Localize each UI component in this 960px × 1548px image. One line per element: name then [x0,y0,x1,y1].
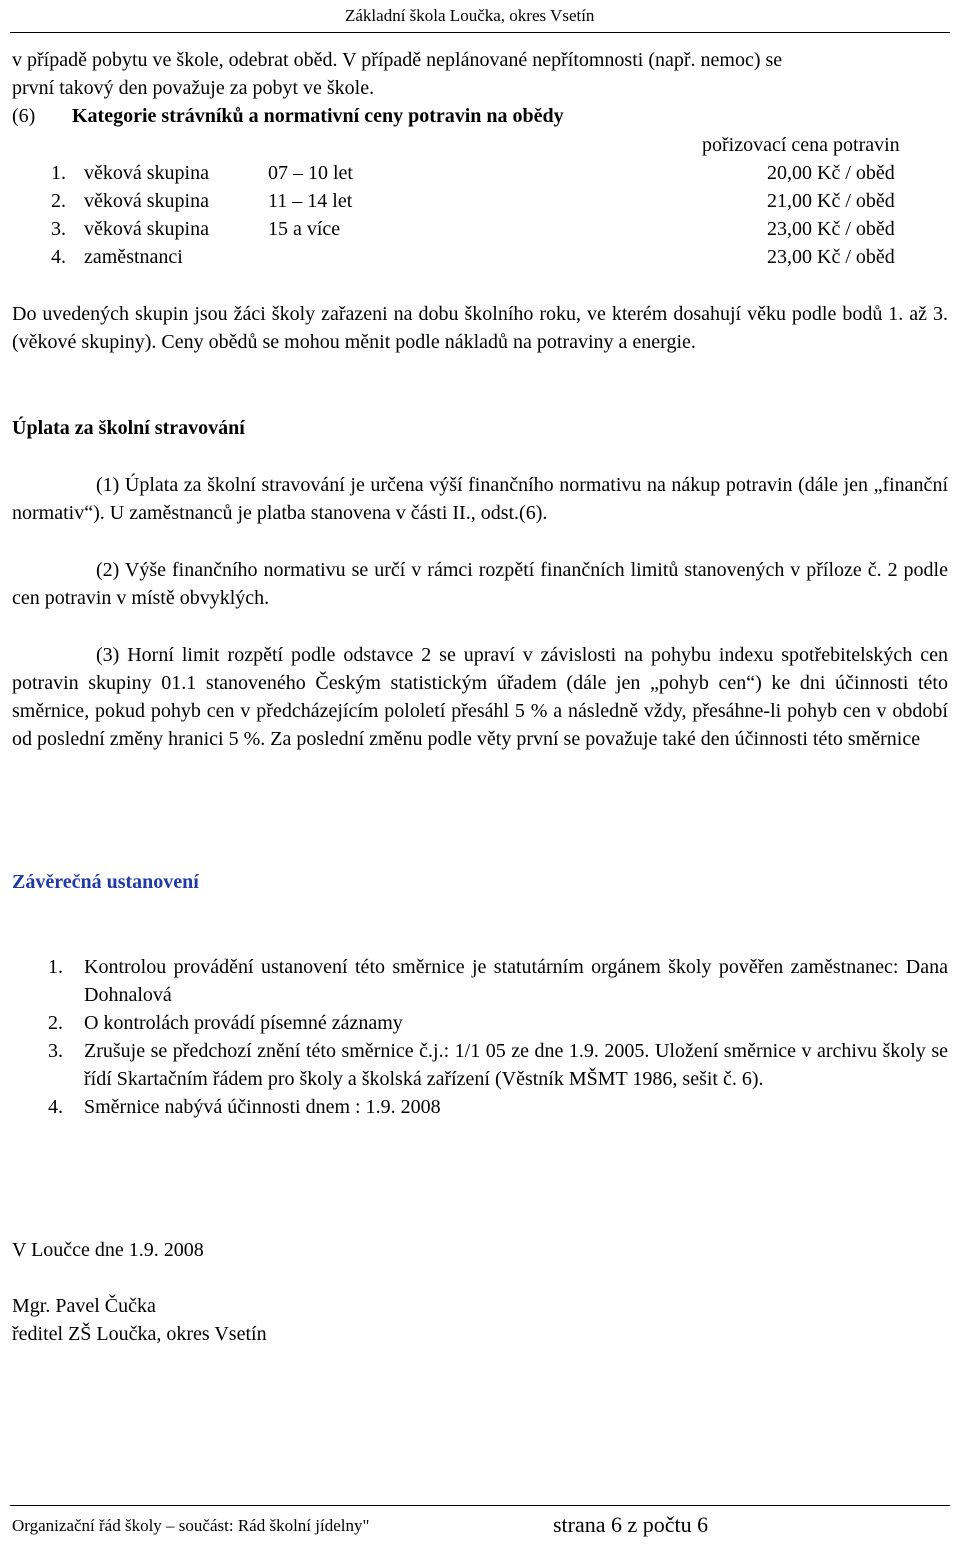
place-date: V Loučce dne 1.9. 2008 [12,1239,204,1261]
final-provisions-list [48,953,948,1121]
final-provisions-title: Závěrečná ustanovení [12,871,199,893]
footer-page-number: strana 6 z počtu 6 [553,1512,709,1537]
signatory-role: ředitel ZŠ Loučka, okres Vsetín [12,1323,267,1345]
table-row-group: zaměstnanci [84,246,183,268]
age-group-note: Do uvedených skupin jsou žáci školy zařazeni na dobu školního roku, ve kterém dosahují věku podle bodů 1. až 3. (věkové skupiny). Ceny obědů se mohou měnit podle nákladů na potraviny a energie. [12,303,948,353]
table-row-group: věková skupina [84,190,209,212]
list-item-number: 1. [48,956,63,978]
price-column-header: pořizovací cena potravin [702,134,900,156]
footer-document-name: Organizační řád školy – součást: Rád školní jídelny" [12,1516,370,1535]
table-row-price: 23,00 Kč / oběd [767,246,895,268]
header-rule [10,32,950,33]
table-row-price: 21,00 Kč / oběd [767,190,895,212]
list-item-text: O kontrolách provádí písemné záznamy [84,1012,403,1034]
table-row-num: 1. [51,162,66,184]
table-row-num: 4. [51,246,66,268]
table-row-price: 23,00 Kč / oběd [767,218,895,240]
table-row-age: 11 – 14 let [268,190,353,212]
page-header: Základní škola Loučka, okres Vsetín [345,6,595,25]
table-row-group: věková skupina [84,218,209,240]
list-item-text: Zrušuje se předchozí znění této směrnice č.j.: 1/1 05 ze dne 1.9. 2005. Uložení směrnice v archivu školy se řídí Skartačním řádem pro školy a školská zařízení (Věstník MŠMT 1986, sešit č. 6). [84,1040,948,1090]
table-row-group: věková skupina [84,162,209,184]
table-row-age: 15 a více [268,218,341,240]
payment-paragraph-2: (2) Výše finančního normativu se určí v rámci rozpětí finančních limitů stanovených v příloze č. 2 podle cen potravin v místě obvyklých. [12,559,948,609]
section-title: Kategorie strávníků a normativní ceny potravin na obědy [72,105,564,127]
table-row-num: 2. [51,190,66,212]
list-item-number: 3. [48,1040,63,1062]
table-row-num: 3. [51,218,66,240]
list-item-number: 4. [48,1096,63,1118]
payment-title: Úplata za školní stravování [12,417,245,439]
list-item [48,1093,948,1121]
list-item-number: 2. [48,1012,63,1034]
section-number: (6) [12,105,36,127]
intro-line-2: první takový den považuje za pobyt ve škole. [12,77,375,99]
list-item [48,1037,948,1093]
list-item [48,953,948,1009]
payment-paragraph-3: (3) Horní limit rozpětí podle odstavce 2 se upraví v závislosti na pohybu indexu spotřebitelských cen potravin skupiny 01.1 stanoveného Českým statistickým úřadem (dále jen „pohyb cen“) ke dni účinnosti této směrnice, pokud pohyb cen v předcházejícím pololetí přesáhl 5 % a následně vždy, přesáhne-li pohyb cen v období od poslední změny hranici 5 %. Za poslední změnu podle věty první se považuje také den účinnosti této směrnice [12,644,948,750]
list-item [48,1009,948,1037]
list-item-text: Směrnice nabývá účinnosti dnem : 1.9. 2008 [84,1096,441,1118]
table-row-price: 20,00 Kč / oběd [767,162,895,184]
intro-line-1: v případě pobytu ve škole, odebrat oběd. V případě neplánované nepřítomnosti (např. nemoc) se [12,49,783,71]
payment-paragraph-1: (1) Úplata za školní stravování je určena výší finančního normativu na nákup potravin (dále jen „finanční normativ“). U zaměstnanců je platba stanovena v části II., odst.(6). [12,474,948,524]
signatory-name: Mgr. Pavel Čučka [12,1295,156,1317]
list-item-text: Kontrolou provádění ustanovení této směrnice je statutárním orgánem školy pověřen zaměstnanec: Dana Dohnalová [84,956,948,1006]
table-row-age: 07 – 10 let [268,162,353,184]
footer-rule [10,1505,950,1506]
